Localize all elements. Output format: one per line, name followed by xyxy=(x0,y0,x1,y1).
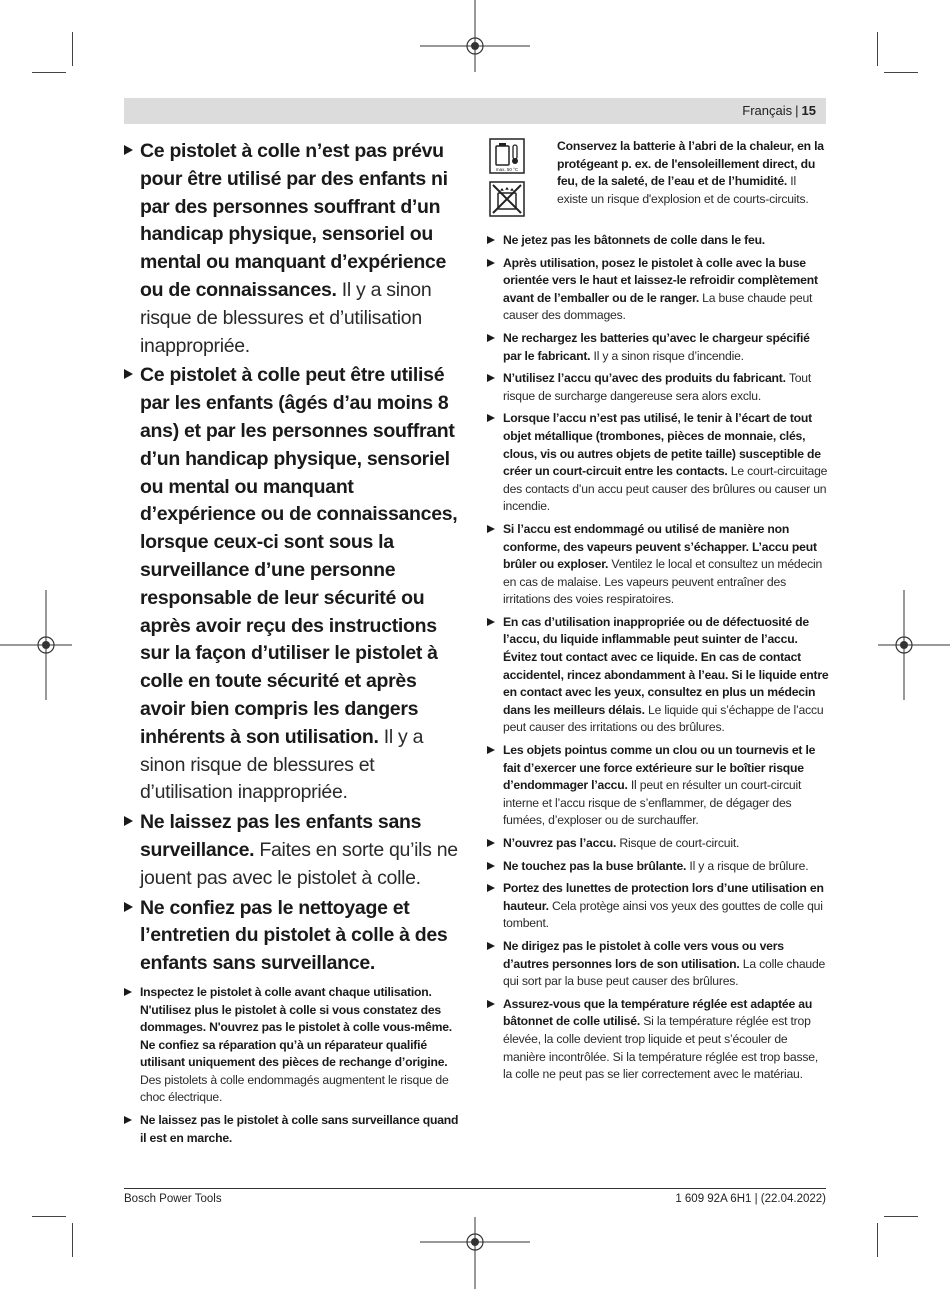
safety-item xyxy=(487,858,829,876)
page-header xyxy=(124,98,826,124)
safety-item xyxy=(487,880,829,933)
bullet-triangle-icon xyxy=(487,374,495,382)
bullet-triangle-icon xyxy=(487,525,495,533)
item-normal-text: La colle chaude qui sort par la buse peut causer des brûlures. xyxy=(503,956,826,989)
item-bold-text: Si l’accu est endommagé ou utilisé de manière non conforme, des vapeurs peuvent s’échapper. L’accu peut brûler ou exploser. xyxy=(503,521,817,572)
safety-item xyxy=(487,938,829,991)
safety-item xyxy=(487,614,829,737)
footer-brand: Bosch Power Tools xyxy=(124,1193,222,1205)
item-normal-text: Le liquide qui s’échappe de l’accu peut causer des irritations ou des brûlures. xyxy=(503,702,824,735)
bullet-triangle-icon xyxy=(487,1000,495,1008)
safety-item xyxy=(487,330,829,365)
item-bold-text: Ce pistolet à colle n’est pas prévu pour être utilisé par des enfants ni par des personnes souffrant d’un handicap physique, sensoriel ou mental ou manquant d’expérience ou de connaissances. xyxy=(140,140,448,301)
bullet-triangle-icon xyxy=(487,259,495,267)
item-bold-text: Conservez la batterie à l’abri de la chaleur, en la protégeant p. ex. de l'ensoleillement direct, du feu, de la saleté, de l’eau et de l’humidité. xyxy=(557,139,824,189)
item-bold-text: Les objets pointus comme un clou ou un tournevis et le fait d’exercer une force extérieure sur le boîtier risque d’endommager l’accu. xyxy=(503,743,816,793)
safety-item xyxy=(487,232,829,250)
bullet-triangle-icon xyxy=(124,902,133,912)
item-bold-text: N’utilisez l’accu qu’avec des produits du fabricant. xyxy=(503,371,786,386)
registration-mark-top xyxy=(420,0,530,72)
registration-mark-right xyxy=(878,590,950,700)
safety-item xyxy=(124,362,466,807)
crop-mark-top-right-v xyxy=(877,32,878,66)
crop-mark-bottom-left-h xyxy=(32,1216,66,1217)
crop-mark-bottom-right-h xyxy=(884,1216,918,1217)
item-bold-text: Ne dirigez pas le pistolet à colle vers vous ou vers d’autres personnes lors de son utilisation. xyxy=(503,938,784,971)
page-number: 15 xyxy=(801,103,816,118)
item-normal-text: Il y a sinon risque de blessures et d’utilisation inappropriée. xyxy=(140,278,432,357)
bullet-triangle-icon xyxy=(487,414,495,422)
battery-storage-note xyxy=(487,138,829,228)
item-normal-text: Il y a risque de brûlure. xyxy=(686,858,809,873)
bullet-triangle-icon xyxy=(124,1116,132,1124)
item-normal-text: Il y a sinon risque de blessures et d’utilisation inappropriée. xyxy=(140,725,424,804)
bullet-triangle-icon xyxy=(487,839,495,847)
bullet-triangle-icon xyxy=(124,988,132,996)
left-column xyxy=(124,138,466,1152)
bullet-triangle-icon xyxy=(124,145,133,155)
safety-item xyxy=(487,255,829,325)
safety-item xyxy=(124,809,466,892)
battery-note-text xyxy=(557,138,829,208)
item-normal-text: Risque de court-circuit. xyxy=(616,836,740,850)
safety-item xyxy=(487,521,829,609)
bullet-triangle-icon xyxy=(124,816,133,826)
item-bold-text: Ne rechargez les batteries qu’avec le chargeur spécifié par le fabricant. xyxy=(503,330,810,363)
header-text: Français | 15 xyxy=(742,103,816,118)
item-normal-text: Des pistolets à colle endommagés augmentent le risque de choc électrique. xyxy=(140,1072,449,1105)
bullet-triangle-icon xyxy=(487,942,495,950)
item-bold-text: Ne laissez pas le pistolet à colle sans surveillance quand il est en marche. xyxy=(140,1113,459,1145)
bullet-triangle-icon xyxy=(487,236,495,244)
bullet-triangle-icon xyxy=(487,862,495,870)
safety-item xyxy=(487,742,829,830)
item-bold-text: Ne jetez pas les bâtonnets de colle dans le feu. xyxy=(503,233,765,247)
item-bold-text: Ne laissez pas les enfants sans surveillance. xyxy=(140,811,422,861)
item-bold-text: En cas d’utilisation inappropriée ou de défectuosité de l’accu, du liquide inflammable peut suinter de l’accu. Évitez tout contact avec ce liquide. En cas de contact accidentel, rincez abondamment à l’eau. Si le liquide entre en contact avec les yeux, consultez en plus un médecin dans les meilleurs délais. xyxy=(503,614,829,717)
item-bold-text: Inspectez le pistolet à colle avant chaque utilisation. N'utilisez plus le pistolet à colle si vous constatez des dommages. N'ouvrez pas le pistolet à colle vous-même. Ne confiez sa réparation qu’à un réparateur qualifié utilisant uniquement des pièces de rechange d’origine. xyxy=(140,984,452,1070)
bullet-triangle-icon xyxy=(124,369,133,379)
crop-mark-top-left-v xyxy=(72,32,73,66)
bullet-triangle-icon xyxy=(487,334,495,342)
battery-icon-label: max. 50 °C xyxy=(495,167,519,172)
item-normal-text: Ventilez le local et consultez un médecin en cas de malaise. Les vapeurs peuvent entraîner des irritations des voies respiratoires. xyxy=(503,557,823,607)
item-normal-text: Il existe un risque d'explosion et de courts-circuits. xyxy=(557,174,809,206)
safety-item xyxy=(487,370,829,405)
safety-item xyxy=(487,410,829,516)
battery-icons xyxy=(489,138,529,222)
registration-mark-bottom xyxy=(420,1217,530,1289)
bullet-triangle-icon xyxy=(487,746,495,754)
registration-mark-left xyxy=(0,590,72,700)
item-normal-text: Cela protège ainsi vos yeux des gouttes de colle qui tombent. xyxy=(503,898,823,931)
item-normal-text: Tout risque de surcharge dangereuse sera alors exclu. xyxy=(503,371,812,403)
safety-item xyxy=(487,835,829,853)
bullet-triangle-icon xyxy=(487,618,495,626)
safety-item xyxy=(124,984,466,1107)
crop-mark-bottom-right-v xyxy=(877,1223,878,1257)
item-normal-text: Il y a sinon risque d’incendie. xyxy=(590,348,744,363)
safety-item xyxy=(124,1112,466,1147)
crop-mark-top-right-h xyxy=(884,72,918,73)
safety-item xyxy=(124,895,466,978)
item-normal-text: La buse chaude peut causer des dommages. xyxy=(503,290,813,323)
item-normal-text: Si la température réglée est trop élevée, la colle devient trop liquide et peut s’écouler de manière incontrôlée. Si la température réglée est trop basse, la colle ne peut pas se lier correctement avec le matériau. xyxy=(503,1014,819,1082)
safety-item xyxy=(487,996,829,1084)
item-normal-text: Faites en sorte qu’ils ne jouent pas avec le pistolet à colle. xyxy=(140,838,458,889)
item-bold-text: Ce pistolet à colle peut être utilisé par les enfants (âgés d’au moins 8 ans) et par les personnes souffrant d’un handicap physique, sensoriel ou mental ou manquant d’expérience ou de connaissances, lorsque ceux-ci sont sous la surveillance d’une personne responsable de leur sécurité ou après avoir reçu des instructions sur la façon d’utiliser le pistolet à colle en toute sécurité et après avoir bien compris les dangers inhérents à son utilisation. xyxy=(140,364,458,748)
battery-no-water-icon xyxy=(489,181,525,217)
item-bold-text: Lorsque l’accu n’est pas utilisé, le tenir à l’écart de tout objet métallique (trombones, pièces de monnaie, clés, clous, vis ou autres objets de petite taille) susceptible de créer un court-circuit entre les contacts. xyxy=(503,411,821,479)
footer-divider xyxy=(124,1188,826,1189)
item-normal-text: Il peut en résulter un court-circuit interne et l’accu risque de s’enflammer, de dégager des fumées, d’exploser ou de surchauffer. xyxy=(503,778,802,828)
item-bold-text: Assurez-vous que la température réglée est adaptée au bâtonnet de colle utilisé. xyxy=(503,996,813,1029)
item-bold-text: Portez des lunettes de protection lors d’une utilisation en hauteur. xyxy=(503,881,824,913)
item-bold-text: Ne confiez pas le nettoyage et l’entretien du pistolet à colle à des enfants sans surveillance. xyxy=(140,896,448,975)
item-bold-text: Ne touchez pas la buse brûlante. xyxy=(503,858,687,873)
header-language: Français xyxy=(742,103,793,118)
item-normal-text: Le court-circuitage des contacts d’un accu peut causer des brûlures ou causer un incendie. xyxy=(503,464,828,514)
bullet-triangle-icon xyxy=(487,884,495,892)
crop-mark-bottom-left-v xyxy=(72,1223,73,1257)
item-bold-text: Après utilisation, posez le pistolet à colle avec la buse orientée vers le haut et laissez-le refroidir complètement avant de l’emballer ou de le ranger. xyxy=(503,255,818,305)
crop-mark-top-left-h xyxy=(32,72,66,73)
safety-item xyxy=(124,138,466,360)
right-column xyxy=(487,138,829,1089)
item-bold-text: N’ouvrez pas l’accu. xyxy=(503,836,617,850)
footer-doc-id: 1 609 92A 6H1 | (22.04.2022) xyxy=(675,1193,826,1205)
battery-temperature-icon xyxy=(489,138,525,174)
